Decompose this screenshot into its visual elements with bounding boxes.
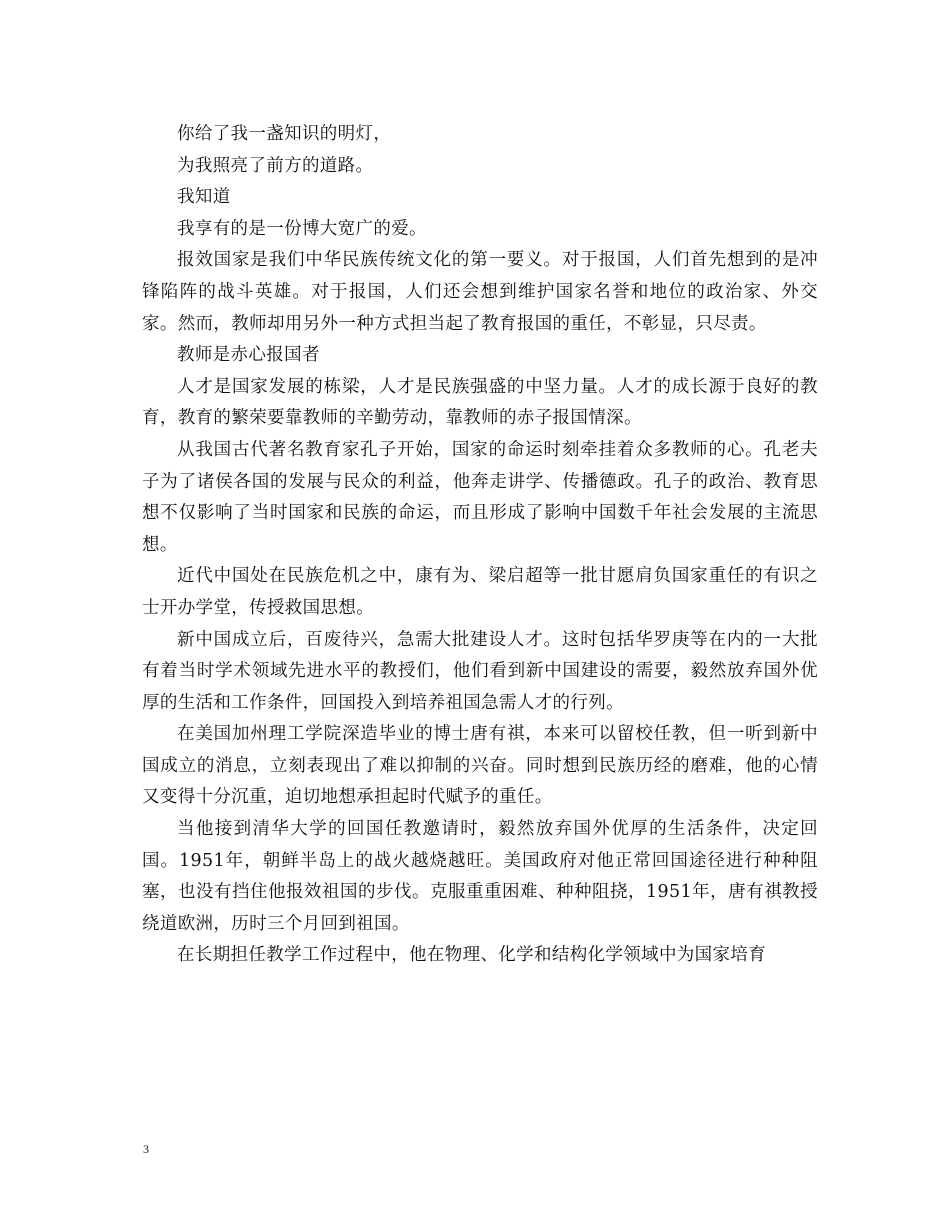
paragraph-12: 当他接到清华大学的回国任教邀请时，毅然放弃国外优厚的生活条件，决定回国。1951年，朝鲜半岛上的战火越烧越旺。美国政府对他正常回国途径进行种种阻塞，也没有挡住他报效祖国的步伐。克服重重困难、种种阻挠，1951年，唐有祺教授绕道欧洲，历时三个月回到祖国。 <box>142 819 818 934</box>
section-heading: 教师是赤心报国者 <box>177 345 320 366</box>
paragraph-10: 新中国成立后，百废待兴，急需大批建设人才。这时包括华罗庚等在内的一大批有着当时学术领域先进水平的教授们，他们看到新中国建设的需要，毅然放弃国外优厚的生活和工作条件，回国投入到培养祖国急需人才的行列。 <box>142 629 818 713</box>
paragraph-13: 在长期担任教学工作过程中，他在物理、化学和结构化学领域中为国家培育 <box>177 945 767 966</box>
paragraph-3: 我知道 <box>177 187 231 208</box>
paragraph-5: 报效国家是我们中华民族传统文化的第一要义。对于报国，人们首先想到的是冲锋陷阵的战斗英雄。对于报国，人们还会想到维护国家名誉和地位的政治家、外交家。然而，教师却用另外一种方式担当起了教育报国的重任，不彰显，只尽责。 <box>142 250 818 334</box>
paragraph-11: 在美国加州理工学院深造毕业的博士唐有祺，本来可以留校任教，但一听到新中国成立的消息，立刻表现出了难以抑制的兴奋。同时想到民族历经的磨难，他的心情又变得十分沉重，迫切地想承担起时代赋予的重任。 <box>142 724 818 808</box>
paragraph-2: 为我照亮了前方的道路。 <box>177 155 374 176</box>
page-body <box>142 119 818 972</box>
paragraph-9: 近代中国处在民族危机之中，康有为、梁启超等一批甘愿肩负国家重任的有识之士开办学堂，传授救国思想。 <box>142 566 818 618</box>
paragraph-7: 人才是国家发展的栋梁，人才是民族强盛的中坚力量。人才的成长源于良好的教育，教育的繁荣要靠教师的辛勤劳动，靠教师的赤子报国情深。 <box>142 376 818 429</box>
paragraph-1: 你给了我一盏知识的明灯， <box>177 124 392 144</box>
page-number: 3 <box>143 1142 149 1156</box>
paragraph-4: 我享有的是一份博大宽广的爱。 <box>177 218 427 239</box>
paragraph-8: 从我国古代著名教育家孔子开始，国家的命运时刻牵挂着众多教师的心。孔老夫子为了诸侯各国的发展与民众的利益，他奔走讲学、传播德政。孔子的政治、教育思想不仅影响了当时国家和民族的命运，而且形成了影响中国数千年社会发展的主流思想。 <box>142 439 818 555</box>
